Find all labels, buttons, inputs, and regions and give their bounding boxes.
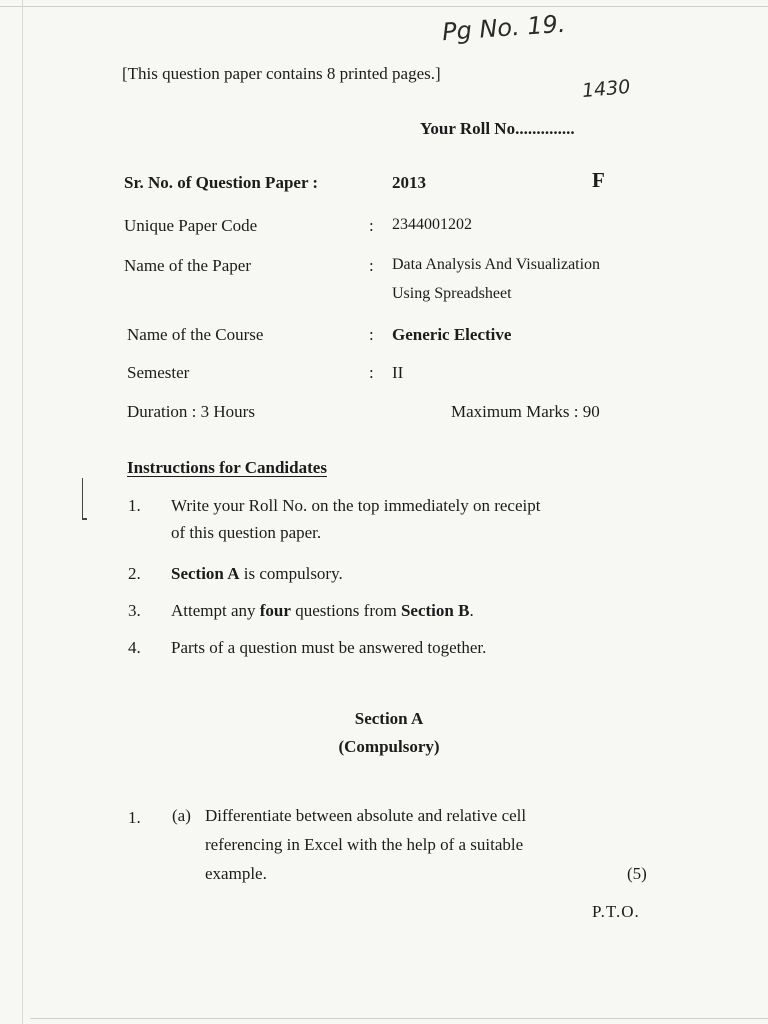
semester-colon: : xyxy=(369,363,374,382)
instruction-3-number: 3. xyxy=(128,601,141,620)
instruction-3-emphasis-section: Section B xyxy=(400,601,470,620)
roll-number-line: Your Roll No.............. xyxy=(420,119,575,138)
pages-note: [This question paper contains 8 printed pages.] xyxy=(122,64,441,83)
instruction-2-text: is compulsory. xyxy=(239,564,343,583)
scan-edge-top xyxy=(0,6,768,7)
paper-name-value-line2: Using Spreadsheet xyxy=(392,285,512,302)
instruction-3-emphasis-four: four xyxy=(259,601,291,620)
serial-number-label: Sr. No. of Question Paper : xyxy=(124,173,319,192)
paper-code-colon: : xyxy=(369,216,374,235)
question-1a-line3: example. xyxy=(205,864,267,883)
instruction-1-line1: Write your Roll No. on the top immediately on receipt xyxy=(171,496,541,515)
scan-edge-bottom xyxy=(30,1018,768,1019)
serial-number-value: 2013 xyxy=(392,173,426,192)
instruction-3-pre: Attempt any xyxy=(171,601,260,620)
instruction-3-post: . xyxy=(469,601,474,620)
course-name-label: Name of the Course xyxy=(127,325,264,344)
paper-set-letter: F xyxy=(592,168,605,192)
instruction-1-number: 1. xyxy=(128,496,141,515)
instruction-1-line2: of this question paper. xyxy=(171,523,322,542)
maximum-marks: Maximum Marks : 90 xyxy=(451,402,600,421)
instructions-heading: Instructions for Candidates xyxy=(127,458,327,477)
instruction-4-number: 4. xyxy=(128,638,141,657)
please-turn-over: P.T.O. xyxy=(592,902,640,921)
section-subtitle: (Compulsory) xyxy=(338,737,440,756)
instruction-2 xyxy=(171,564,343,584)
paper-code-label: Unique Paper Code xyxy=(124,216,258,235)
paper-name-value-line1: Data Analysis And Visualization xyxy=(392,256,601,273)
instruction-3 xyxy=(171,601,474,621)
section-title: Section A xyxy=(354,709,424,728)
paper-name-label: Name of the Paper xyxy=(124,256,251,275)
instruction-2-number: 2. xyxy=(128,564,141,583)
question-1a-line1: Differentiate between absolute and relative cell xyxy=(205,806,527,825)
instruction-4-text: Parts of a question must be answered together. xyxy=(171,638,487,657)
paper-name-colon: : xyxy=(369,256,374,275)
instruction-2-emphasis: Section A xyxy=(171,564,240,583)
semester-label: Semester xyxy=(127,363,190,382)
margin-pen-mark xyxy=(82,478,91,518)
question-1-number: 1. xyxy=(128,808,141,827)
scan-edge-left xyxy=(22,0,23,1024)
course-name-value: Generic Elective xyxy=(392,325,512,344)
question-1a-part: (a) xyxy=(172,806,191,825)
course-name-colon: : xyxy=(369,325,374,344)
instruction-3-mid: questions from xyxy=(290,601,401,620)
paper-code-value: 2344001202 xyxy=(392,216,472,233)
handwritten-page-note: Pg No. 19. xyxy=(441,9,567,47)
question-1a-marks: (5) xyxy=(627,864,647,883)
duration: Duration : 3 Hours xyxy=(127,402,255,421)
question-1a-line2: referencing in Excel with the help of a suitable xyxy=(205,835,524,854)
semester-value: II xyxy=(392,363,404,382)
handwritten-side-note: 1430 xyxy=(581,75,632,103)
